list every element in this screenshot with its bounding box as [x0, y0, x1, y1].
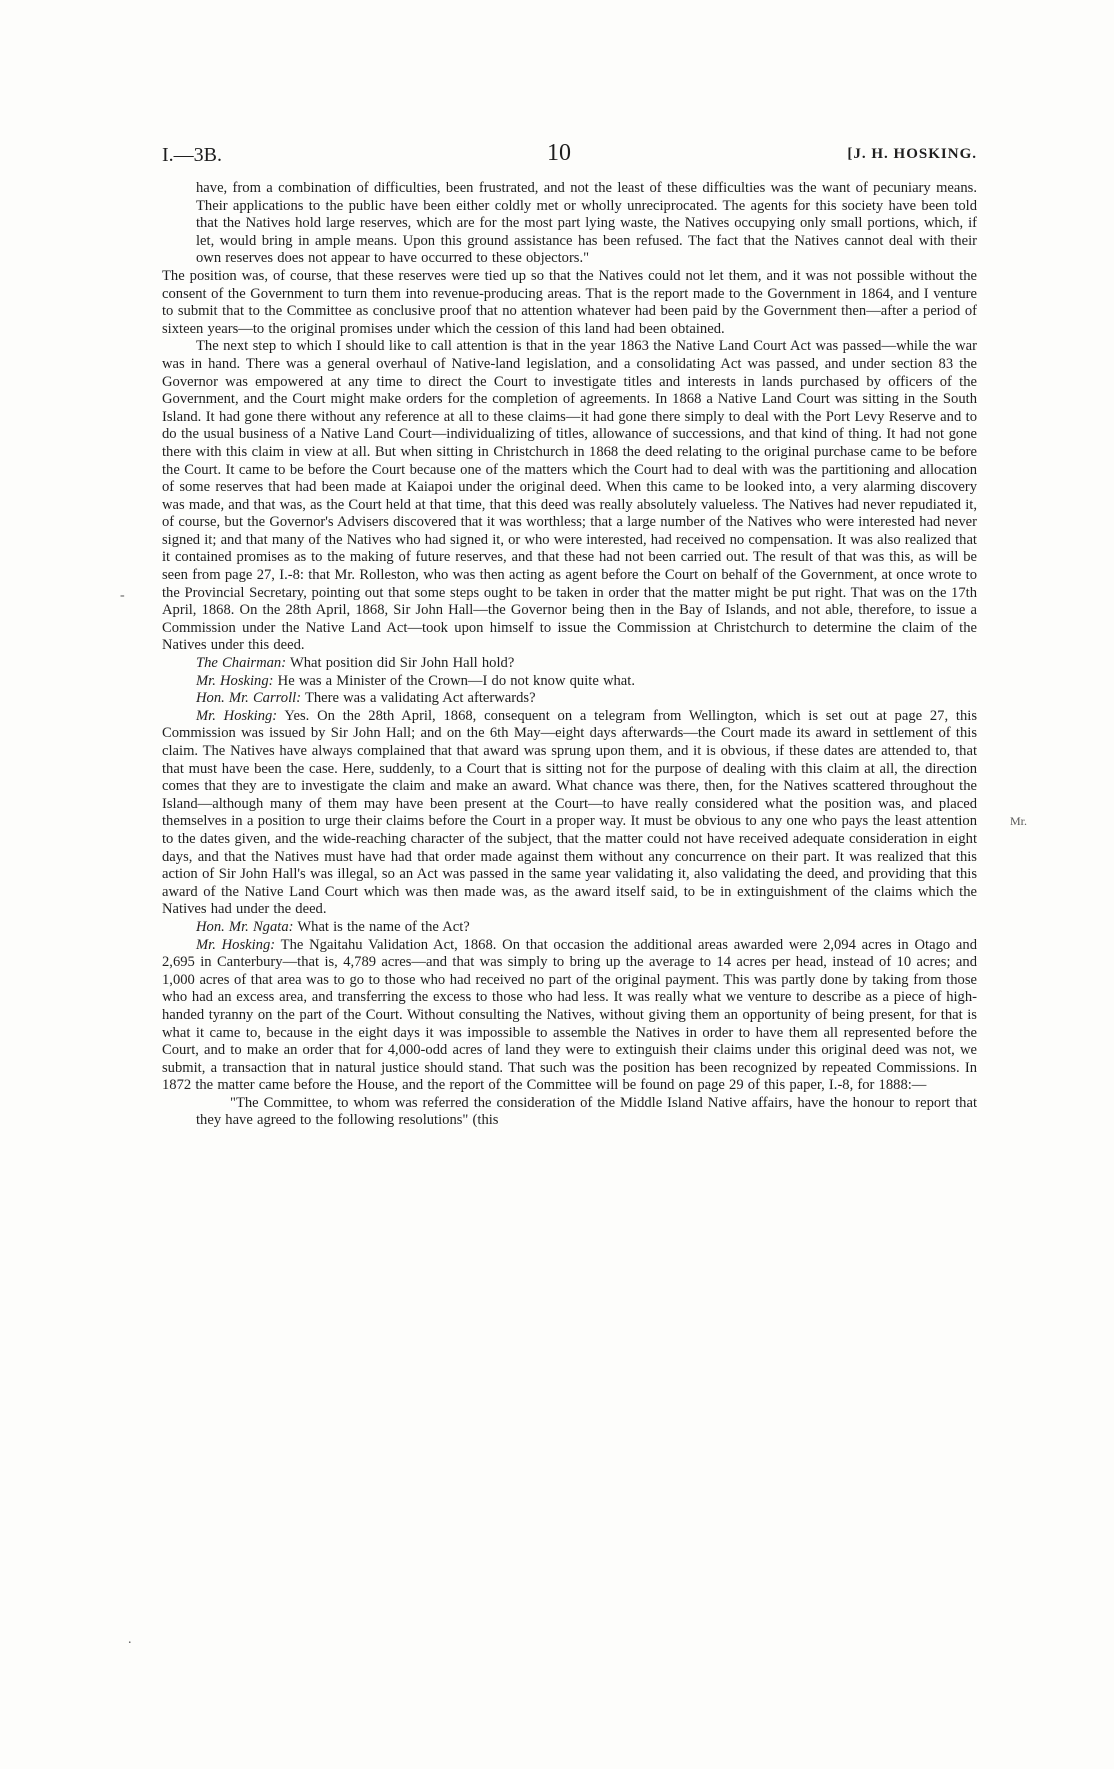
quote-paragraph: have, from a combination of difficulties, been frustrated, and not the least of these difficulties was the want of pecuniary means. Their applications to the public have been either coldly met or wholly unreciprocated. The agents for this society have been told that the Natives hold large reserves, which are for the most part lying waste, the Natives occupying only small portions, which, if let, would bring in ample means. Upon this ground assistance has been refused. The fact that the Natives cannot deal with their own reserves does not appear to have occurred to these objectors." [196, 180, 977, 267]
document-page [162, 140, 977, 1130]
dialogue-text: What position did Sir John Hall hold? [289, 655, 515, 672]
dialogue-line [162, 919, 977, 937]
witness-name: [J. H. HOSKING. [847, 146, 977, 162]
speaker: Mr. Hosking: [196, 936, 276, 953]
paragraph: The next step to which I should like to call attention is that in the year 1863 the Native Land Court Act was passed—while the war was in hand. There was a general overhaul of Native-land legislation, and a consolidating Act was passed, and under section 83 the Governor was empowered at any time to direct the Court to investigate titles and interests in lands purchased by officers of the Government, and the Court might make orders for the completion of agreements. In 1868 a Native Land Court was sitting in the South Island. It had gone there without any reference at all to these claims—it had gone there simply to deal with the Port Levy Reserve and to do the usual business of a Native Land Court—individualizing of titles, allowance of successions, and that kind of thing. It had not gone there with this claim in view at all. But when sitting in Christchurch in 1868 the deed relating to the original purchase came to be before the Court. It came to be before the Court because one of the matters which the Court had to deal with was the partitioning and allocation of some reserves that had been made at Kaiapoi under the original deed. When this came to be looked into, a very alarming discovery was made, and that was, as the Court held at that time, that this deed was really absolutely valueless. The Natives had never repudiated it, of course, but the Governor's Advisers discovered that it was worthless; that a large number of the Natives who were interested had never signed it; and that many of the Natives who had signed it, or who were interested, had received no compensation. It was also realized that it contained promises as to the making of future reserves, and that these had not been carried out. The result of that was this, as will be seen from page 27, I.-8: that Mr. Rolleston, who was then acting as agent before the Court on behalf of the Government, at once wrote to the Provincial Secretary, pointing out that some steps ought to be taken in order that the matter might be put right. That was on the 17th April, 1868. On the 28th April, 1868, Sir John Hall—the Governor being then in the Bay of Islands, and not able, therefore, to issue a Commission under the Native Land Act—took upon himself to issue the Commission at Christchurch to determine the claim of the Natives under this deed. [162, 338, 977, 654]
dialogue-text: He was a Minister of the Crown—I do not know quite what. [277, 672, 635, 689]
dialogue-line [162, 655, 977, 673]
quote-paragraph: "The Committee, to whom was referred the consideration of the Middle Island Native affairs, have the honour to report that they have agreed to the following resolutions" (this [196, 1094, 977, 1129]
dialogue-line [162, 690, 977, 708]
body-text [162, 180, 977, 1130]
speaker: Hon. Mr. Carroll: [196, 690, 302, 707]
dialogue-text: Yes. On the 28th April, 1868, consequent on a telegram from Wellington, which is set out at page 27, this Commission was issued by Sir John Hall; and on the 6th May—eight days afterwards—the Court made its award in settlement of this claim. The Natives have always complained that that award was sprung upon them, and it is obvious, if these dates are attended to, that that must have been the case. Here, suddenly, to a Court that is sitting not for the purpose of dealing with this claim at all, the direction comes that they are to investigate the claim and make an award. What chance was there, then, for the Natives scattered throughout the Island—although many of them may have been present at the Court—to have really considered what the position was, and placed themselves in a position to urge their claims before the Court in a proper way. It must be obvious to any one who pays the least attention to the dates given, and the wide-reaching character of the subject, that the matter could not have received adequate consideration in eight days, and that the Natives must have had that order made against them without any concurrence on their part. It was realized that this action of Sir John Hall's was illegal, so an Act was passed in the same year validating it, also validating the deed, and providing that this award of the Native Land Court which was then made was, as the award itself said, to be in extinguishment of the claims which the Natives had under the deed. [162, 707, 977, 918]
dialogue-line [162, 937, 977, 1095]
speaker: Mr. Hosking: [196, 672, 274, 689]
dialogue-line [162, 673, 977, 691]
speaker: Hon. Mr. Ngata: [196, 918, 294, 935]
margin-note: Mr. [1010, 814, 1028, 828]
margin-dash: - [120, 588, 125, 603]
dialogue-text: There was a validating Act afterwards? [304, 690, 536, 707]
dialogue-text: The Ngaitahu Validation Act, 1868. On that occasion the additional areas awarded were 2,094 acres in Otago and 2,695 in Canterbury—that is, 4,789 acres—and that was simply to bring up the average to 14 acres per head, instead of 10 acres; and 1,000 acres of that area was to go to those who had received no part of the original payment. This was partly done by taking from those who had an excess area, and transferring the excess to those who had less. It was really what we venture to describe as a piece of high-handed tyranny on the part of the Court. Without consulting the Natives, without giving them an opportunity of being present, for that is what it came to, because in the eight days it was impossible to assemble the Natives in order to have them all represented before the Court, and to make an order that for 4,000-odd acres of land they were to extinguish their claims under this original deed was not, we submit, a transaction that in natural justice should stand. That such was the position has been recognized by repeated Commissions. In 1872 the matter came before the House, and the report of the Committee will be found on page 29 of this paper, I.-8, for 1888:— [162, 936, 977, 1094]
paragraph: The position was, of course, that these reserves were tied up so that the Natives could not let them, and it was not possible without the consent of the Government to turn them into revenue-producing areas. That is the report made to the Government in 1864, and I venture to submit that to the Committee as conclusive proof that no attention whatever had been paid by the Government then—after a period of sixteen years—to the original promises under which the cession of this land had been obtained. [162, 267, 977, 337]
speaker: The Chairman: [196, 655, 287, 672]
page-number: 10 [547, 140, 571, 166]
margin-dot: . [128, 1632, 132, 1647]
dialogue-line [162, 708, 977, 919]
dialogue-text: What is the name of the Act? [297, 918, 470, 935]
running-head [162, 140, 977, 180]
paper-reference: I.—3B. [162, 144, 222, 166]
speaker: Mr. Hosking: [196, 707, 278, 724]
